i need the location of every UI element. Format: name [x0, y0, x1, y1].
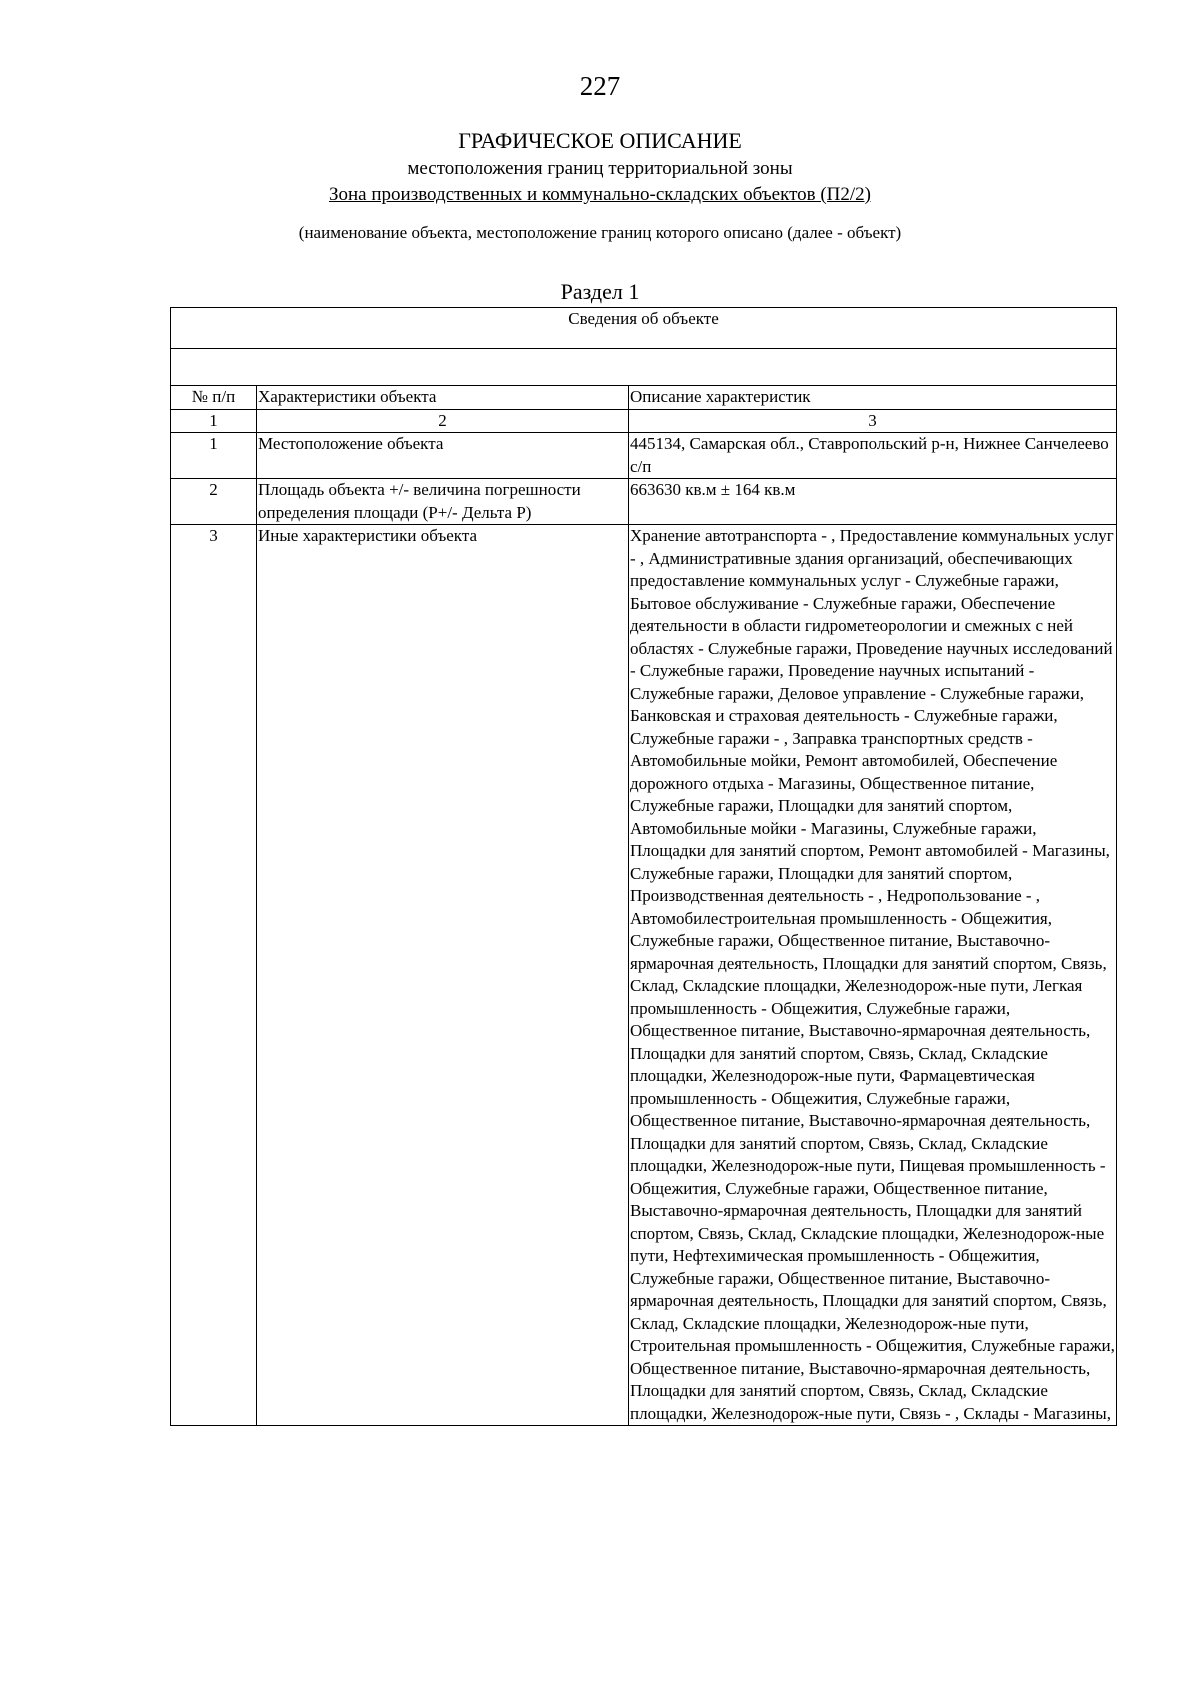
table-blank-row [171, 349, 1117, 386]
object-name-line [0, 182, 1200, 208]
object-note: (наименование объекта, местоположение границ которого описано (далее - объект) [298, 223, 902, 242]
page-number: 227 [579, 71, 621, 101]
table-column-numbers-row [171, 409, 1117, 433]
column-number-1: 1 [171, 409, 257, 433]
document-title: ГРАФИЧЕСКОЕ ОПИСАНИЕ [458, 128, 742, 153]
section-title: Раздел 1 [560, 279, 640, 304]
column-number-2: 2 [257, 409, 629, 433]
table-blank-cell [171, 349, 1117, 386]
row-description: 663630 кв.м ± 164 кв.м [629, 479, 1117, 525]
column-number-3: 3 [629, 409, 1117, 433]
row-characteristic: Иные характеристики объекта [257, 525, 629, 1426]
row-num: 3 [171, 525, 257, 1426]
table-row [171, 433, 1117, 479]
table-header-row [171, 386, 1117, 410]
object-info-table [170, 307, 1117, 1426]
row-num: 2 [171, 479, 257, 525]
row-description: Хранение автотранспорта - , Предоставление коммунальных услуг - , Административные здания организаций, обеспечивающих предоставление коммунальных услуг - Служебные гаражи, Бытовое обслуживание - Служебные гаражи, Обеспечение деятельности в области гидрометеорологии и смежных с ней областях - Служебные гаражи, Проведение научных исследований - Служебные гаражи, Проведение научных испытаний - Служебные гаражи, Деловое управление - Служебные гаражи, Банковская и страховая деятельность - Служебные гаражи, Служебные гаражи - , Заправка транспортных средств - Автомобильные мойки, Ремонт автомобилей, Обеспечение дорожного отдыха - Магазины, Общественное питание, Служебные гаражи, Площадки для занятий спортом, Автомобильные мойки - Магазины, Служебные гаражи, Площадки для занятий спортом, Ремонт автомобилей - Магазины, Служебные гаражи, Площадки для занятий спортом, Производственная деятельность - , Недропользование - , Автомобилестроительная промышленность - Общежития, Служебные гаражи, Общественное питание, Выставочно-ярмарочная деятельность, Площадки для занятий спортом, Связь, Склад, Складские площадки, Железнодорож-ные пути, Легкая промышленность - Общежития, Служебные гаражи, Общественное питание, Выставочно-ярмарочная деятельность, Площадки для занятий спортом, Связь, Склад, Складские площадки, Железнодорож-ные пути, Фармацевтическая промышленность - Общежития, Служебные гаражи, Общественное питание, Выставочно-ярмарочная деятельность, Площадки для занятий спортом, Связь, Склад, Складские площадки, Железнодорож-ные пути, Пищевая промышленность - Общежития, Служебные гаражи, Общественное питание, Выставочно-ярмарочная деятельность, Площадки для занятий спортом, Связь, Склад, Складские площадки, Железнодорож-ные пути, Нефтехимическая промышленность - Общежития, Служебные гаражи, Общественное питание, Выставочно-ярмарочная деятельность, Площадки для занятий спортом, Связь, Склад, Складские площадки, Железнодорож-ные пути, Строительная промышленность - Общежития, Служебные гаражи, Общественное питание, Выставочно-ярмарочная деятельность, Площадки для занятий спортом, Связь, Склад, Складские площадки, Железнодорож-ные пути, Связь - , Склады - Магазины, [629, 525, 1117, 1426]
table-caption: Сведения об объекте [171, 308, 1117, 349]
document-subtitle: местоположения границ территориальной зоны [407, 158, 793, 179]
column-header-characteristic: Характеристики объекта [257, 386, 629, 410]
row-characteristic: Местоположение объекта [257, 433, 629, 479]
row-num: 1 [171, 433, 257, 479]
object-name: Зона производственных и коммунально-складских объектов (П2/2) [328, 184, 872, 205]
table-caption-row [171, 308, 1117, 349]
table-row [171, 479, 1117, 525]
column-header-num: № п/п [171, 386, 257, 410]
row-characteristic: Площадь объекта +/- величина погрешности определения площади (Р+/- Дельта Р) [257, 479, 629, 525]
table-row [171, 525, 1117, 1426]
row-description: 445134, Самарская обл., Ставропольский р-н, Нижнее Санчелеево с/п [629, 433, 1117, 479]
column-header-description: Описание характеристик [629, 386, 1117, 410]
